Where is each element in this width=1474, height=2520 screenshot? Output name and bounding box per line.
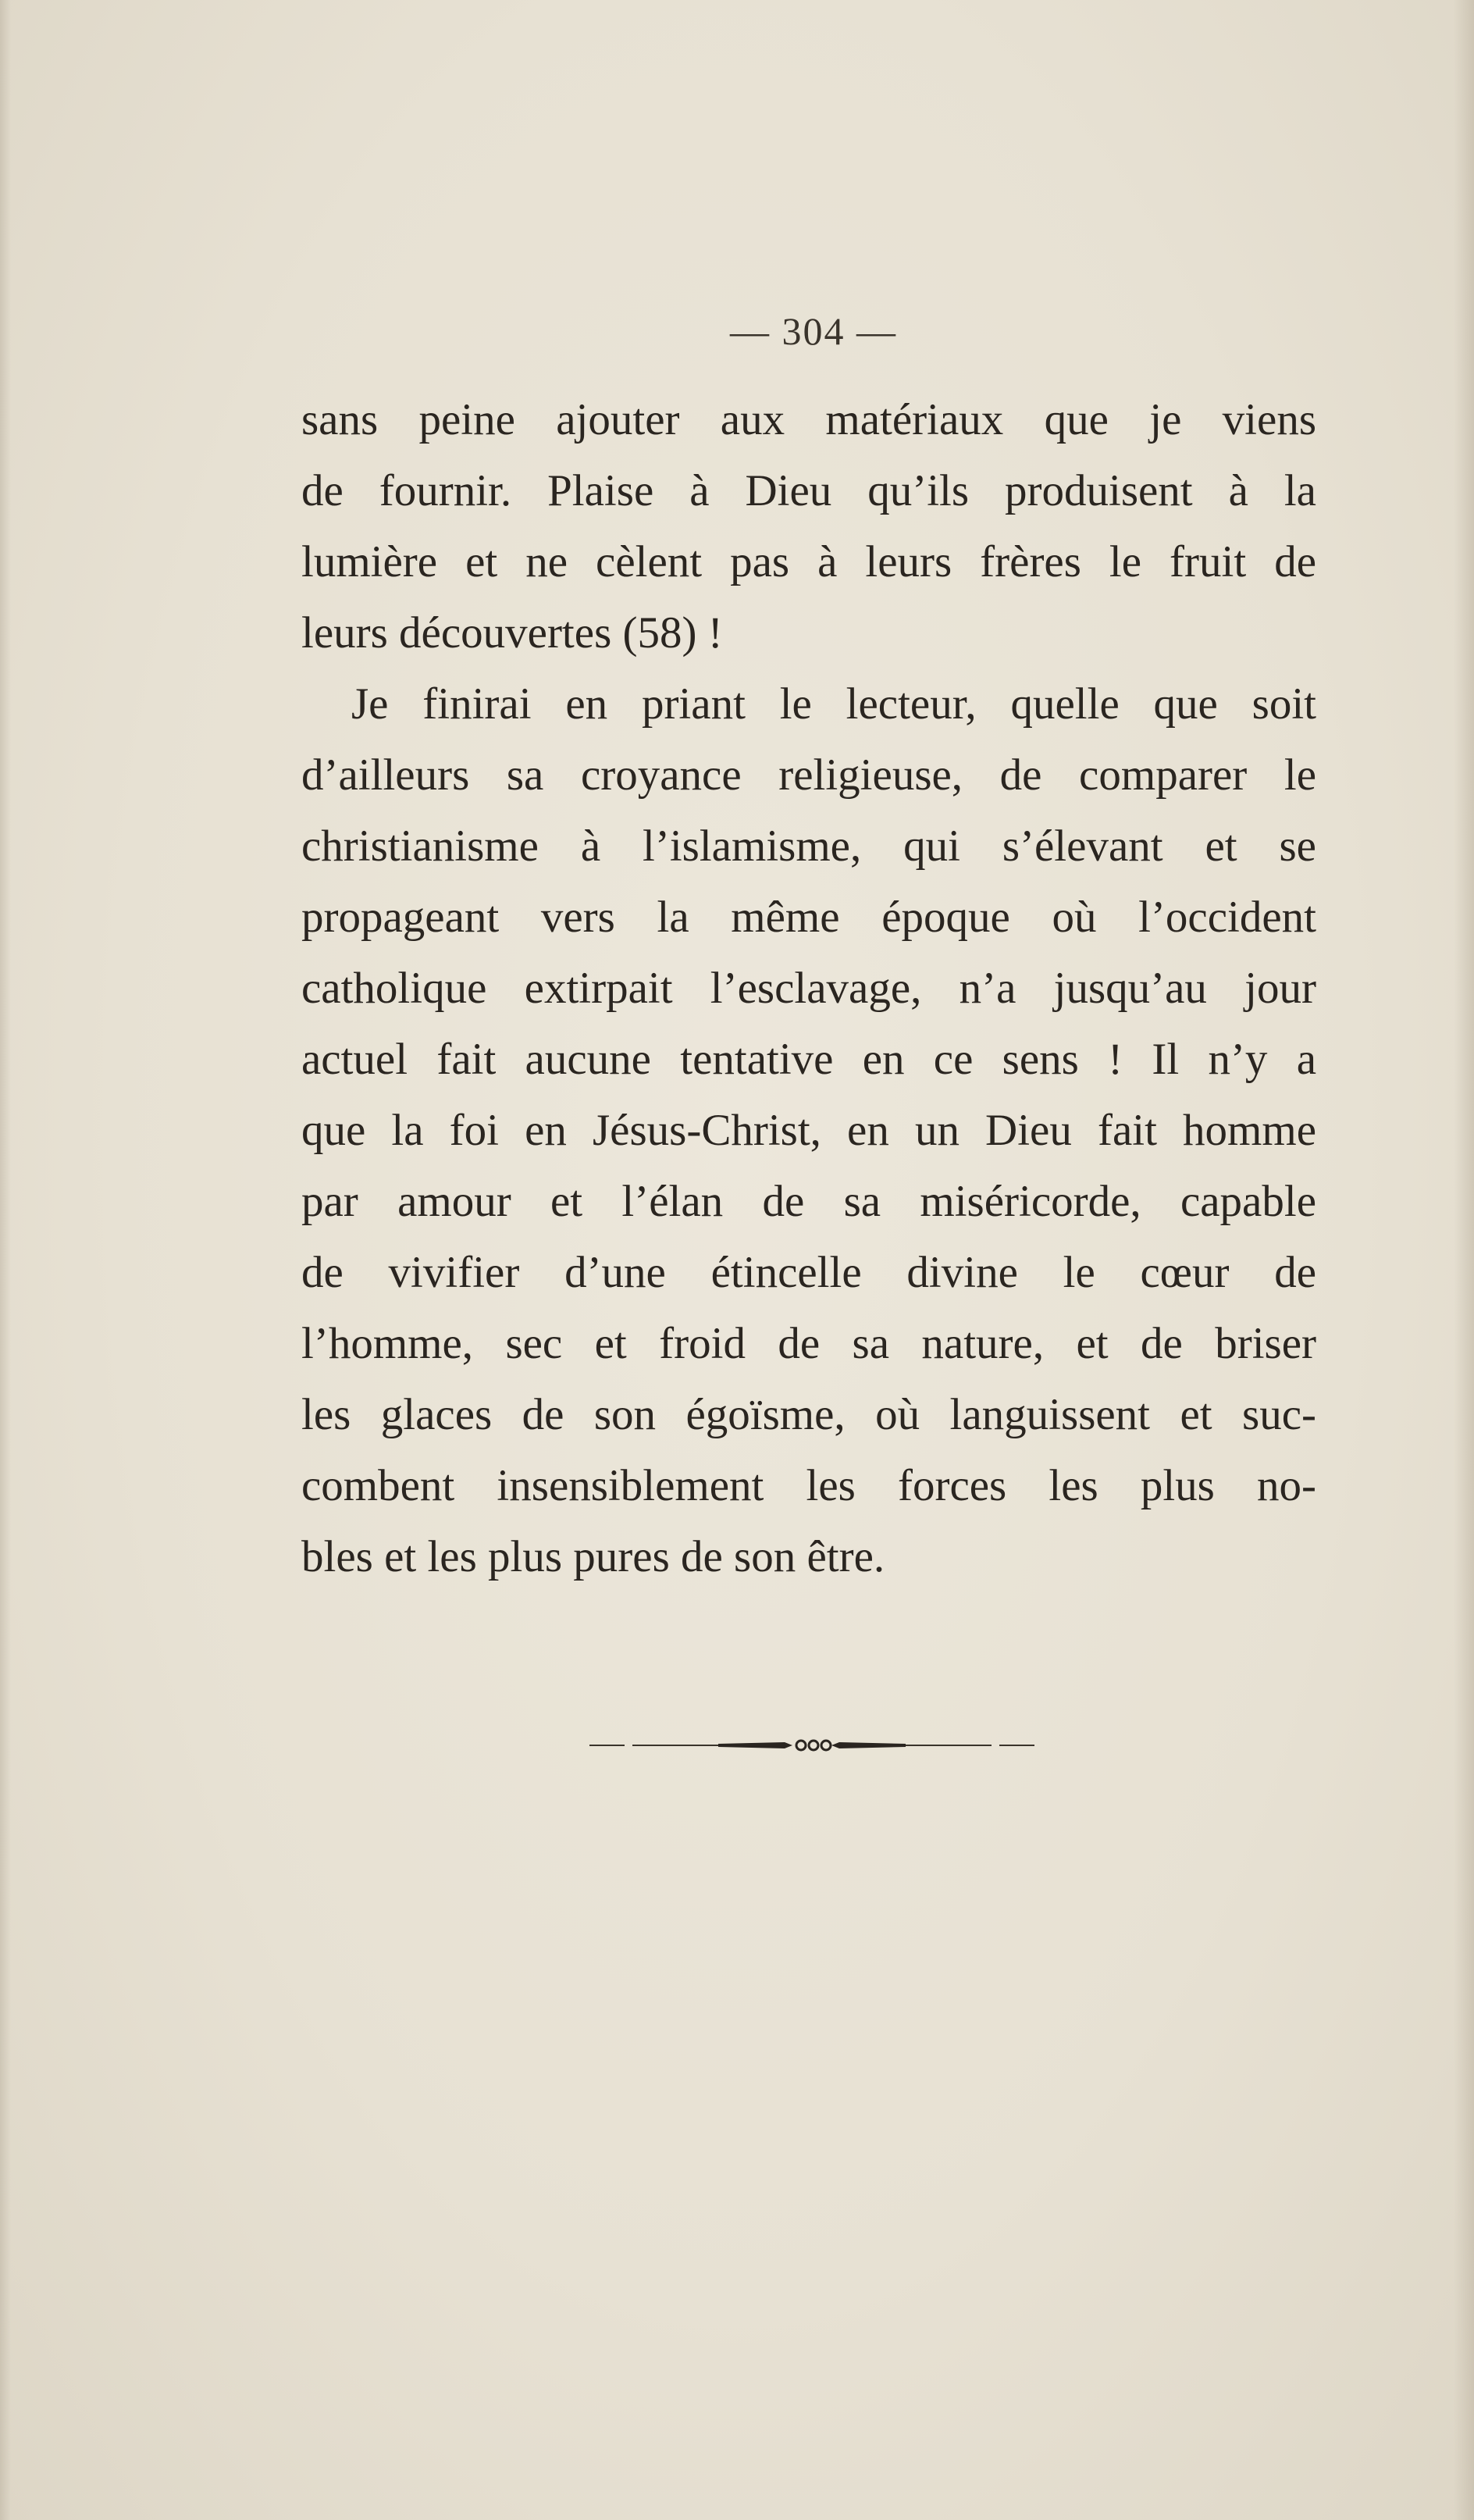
decorative-rule-ornament xyxy=(586,1734,1038,1757)
text-line: catholique extirpait l’esclavage, n’a jusqu’au jour xyxy=(301,964,1316,1013)
text-line: d’ailleurs sa croyance religieuse, de comparer le xyxy=(301,750,1316,800)
page-number: — 304 — xyxy=(730,309,897,353)
page-gutter-shadow xyxy=(0,0,11,2520)
text-line: combent insensiblement les forces les plus no- xyxy=(301,1461,1316,1510)
text-line: Je finirai en priant le lecteur, quelle que soit xyxy=(351,679,1316,729)
text-line: les glaces de son égoïsme, où languissent et suc- xyxy=(301,1390,1316,1439)
paragraph-1 xyxy=(301,384,1316,668)
text-line: de vivifier d’une étincelle divine le cœur de xyxy=(301,1248,1316,1297)
text-line: christianisme à l’islamisme, qui s’élevant et se xyxy=(301,822,1316,871)
text-line: sans peine ajouter aux matériaux que je viens xyxy=(301,395,1316,444)
text-line: propageant vers la même époque où l’occident xyxy=(301,893,1316,942)
text-line: lumière et ne cèlent pas à leurs frères le fruit de xyxy=(301,537,1316,586)
text-line: que la foi en Jésus-Christ, en un Dieu fait homme xyxy=(301,1106,1316,1155)
text-line: l’homme, sec et froid de sa nature, et de briser xyxy=(301,1319,1316,1368)
text-line: actuel fait aucune tentative en ce sens ! Il n’y a xyxy=(301,1035,1316,1084)
text-line: de fournir. Plaise à Dieu qu’ils produisent à la xyxy=(301,466,1316,515)
paragraph-2 xyxy=(301,668,1316,1592)
text-line: par amour et l’élan de sa miséricorde, capable xyxy=(301,1177,1316,1226)
page-edge-shadow xyxy=(1454,0,1474,2520)
body-text xyxy=(301,384,1316,1592)
text-line: leurs découvertes (58) ! xyxy=(301,608,723,658)
text-line: bles et les plus pures de son être. xyxy=(301,1532,885,1581)
